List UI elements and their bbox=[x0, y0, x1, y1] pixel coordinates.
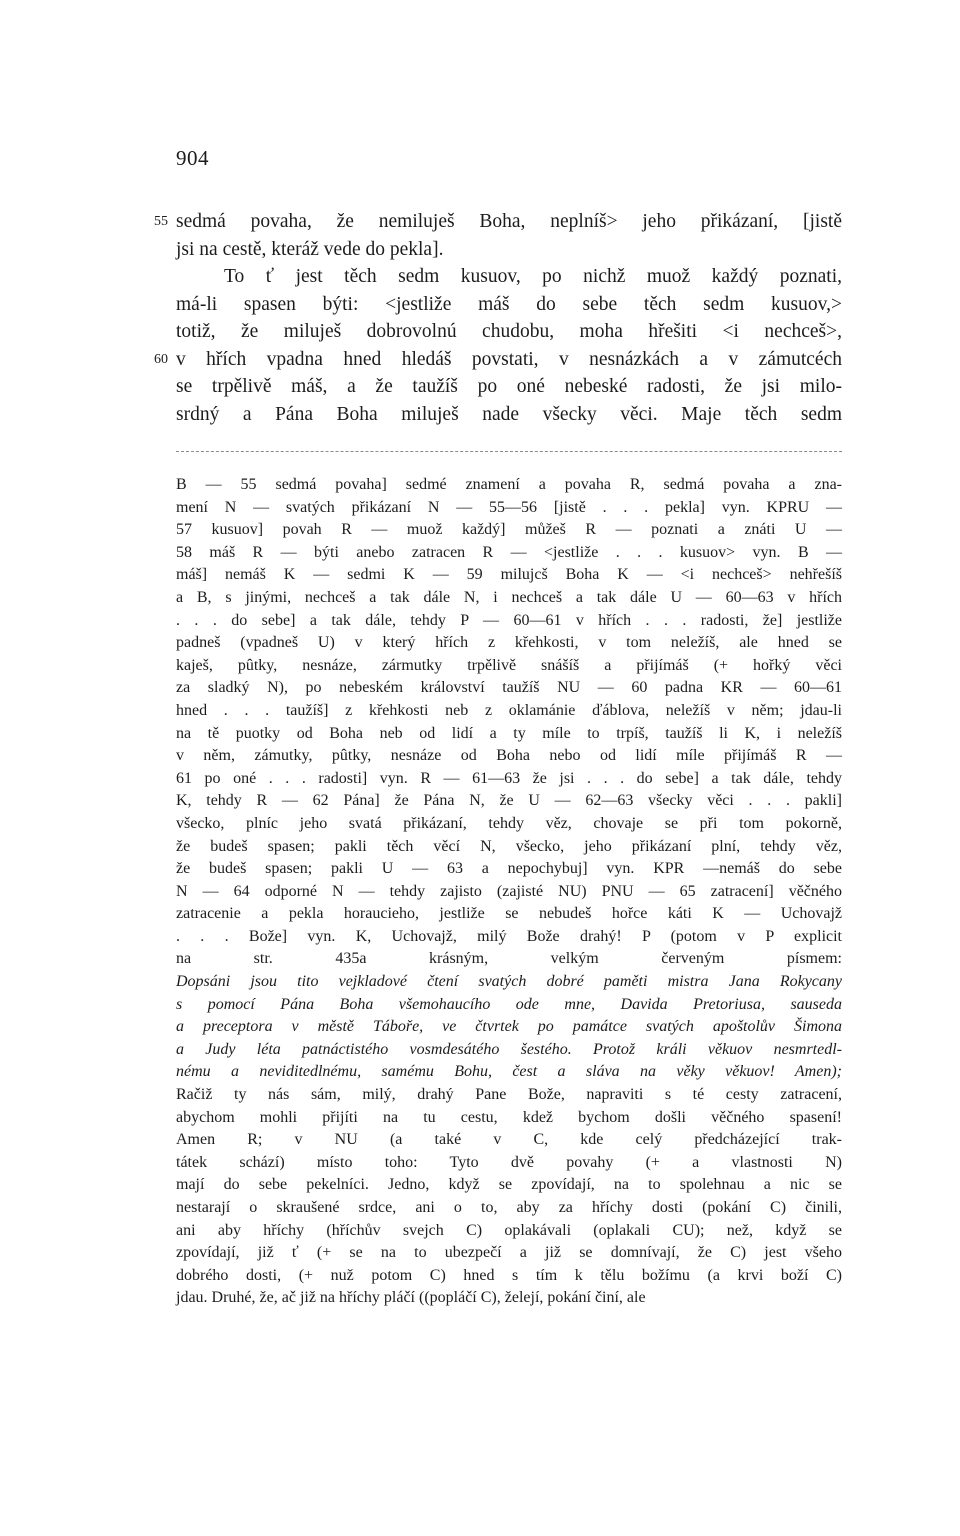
apparatus-line: K, tehdy R — 62 Pána] že Pána N, že U — 62—63 všecky věci . . . pakli] bbox=[176, 792, 842, 810]
main-text-line-content: To ť jest těch sedm kusuov, po nichž muož každý poznati, bbox=[224, 266, 842, 287]
apparatus-line: padneš (vpadneš U) v který hřích z křehkosti, v tom neležíš, ale hned se bbox=[176, 634, 842, 652]
main-text bbox=[154, 208, 842, 428]
main-text-line-content: totiž, že miluješ dobrovolnú chudobu, moha hřešiti <i nechceš>, bbox=[176, 321, 842, 342]
main-text-line bbox=[176, 291, 842, 319]
apparatus-line: mají do sebe pekelníci. Jedno, když se zpovídají, na to spolehnau a nic se bbox=[176, 1176, 842, 1194]
apparatus-line: kaješ, pûtky, nesnáze, zármutky trpělivě snášíš a přijímáš (+ hořký věci bbox=[176, 656, 842, 674]
main-text-line bbox=[176, 263, 842, 291]
main-text-line-content: jsi na cestě, kteráž vede do pekla]. bbox=[176, 238, 444, 260]
apparatus-line: dobrého dosti, (+ nuž potom C) hned s tím k tělu božímu (a krvi boží C) bbox=[176, 1266, 842, 1284]
page-number: 904 bbox=[176, 146, 209, 170]
apparatus-line-italic: nému a neviditedlnému, samému Bohu, čest a sláva na věky věkuov! Amen); bbox=[176, 1063, 842, 1081]
apparatus-line: Amen R; v NU (a také v C, kde celý předcházející trak- bbox=[176, 1131, 842, 1149]
apparatus-line: abychom mohli přijíti na tu cestu, kdež bychom došli věčného spasení! bbox=[176, 1108, 842, 1126]
apparatus-line: a B, s jinými, nechceš a tak dále N, i nechceš a tak dále U — 60—63 v hřích bbox=[176, 588, 842, 606]
apparatus-line: . . . do sebe] a tak dále, tehdy P — 60—61 v hřích . . . radosti, že] jestliže bbox=[176, 611, 842, 629]
apparatus-line: máš] nemáš K — sedmi K — 59 milujcš Boha K — <i nechceš> nehřešíš bbox=[176, 566, 842, 584]
apparatus-line: . . . Bože] vyn. K, Uchovajž, milý Bože drahý! P (potom v P explicit bbox=[176, 927, 842, 945]
main-text-line-content: sedmá povaha, že nemiluješ Boha, neplníš> jeho přikázaní, [jistě bbox=[176, 211, 842, 232]
apparatus-line: N — 64 odporné N — tehdy zajisto (zajisté NU) PNU — 65 zatracení] věčného bbox=[176, 882, 842, 900]
apparatus-line: mení N — svatých přikázaní N — 55—56 [jistě . . . pekla] vyn. KPRU — bbox=[176, 498, 842, 516]
main-text-line bbox=[176, 373, 842, 401]
apparatus-line: v něm, zámutky, pûtky, nesnáze od Boha nebo od lidí míle přijímáš R — bbox=[176, 747, 842, 765]
apparatus-line-italic: a preceptora v městě Táboře, ve čtvrtek po památce svatých apoštolův Šimona bbox=[176, 1018, 842, 1036]
apparatus-line: nestarají o skraušené srdce, ani o to, aby za hříchy dosti (pokání C) činili, bbox=[176, 1199, 842, 1216]
apparatus-line: jdau. Druhé, že, ač již na hříchy pláčí ((popláčí C), želejí, pokání činí, ale bbox=[176, 1289, 646, 1307]
apparatus-line-italic: Dopsáni jsou tito vejkladové čtení svatých dobré paměti mistra Jana Rokycany bbox=[176, 973, 842, 991]
main-text-line bbox=[176, 401, 842, 429]
apparatus-line: na tě puotky od Boha neb od lidí a ty míle to trpíš, taužíš li K, i neležíš bbox=[176, 724, 842, 742]
apparatus-line: 58 máš R — býti anebo zatracen R — <jestliže . . . kusuov> vyn. B — bbox=[176, 543, 842, 561]
line-number: 60 bbox=[154, 351, 168, 367]
apparatus-line: zatracenie a pekla horaucieho, jestliže se nebudeš hořce káti K — Uchovajž bbox=[176, 905, 842, 923]
apparatus-line: zpovídají, již ť (+ se na to ubezpečí a již se domnívají, že C) jest všeho bbox=[176, 1244, 842, 1262]
apparatus-line: hned . . . taužíš] z křehkosti neb z oklamánie ďáblova, neležíš v něm; jdau-li bbox=[176, 701, 842, 719]
main-text-line-content: srdný a Pána Boha miluješ nade všecky věci. Maje těch sedm bbox=[176, 403, 842, 425]
main-text-line-content: v hřích vpadna hned hledáš povstati, v nesnázkách a v zámutcéch bbox=[176, 348, 842, 370]
main-text-line-content: má-li spasen býti: <jestliže máš do sebe těch sedm kusuov,> bbox=[176, 293, 842, 315]
apparatus-line: na str. 435a krásným, velkým červeným písmem: bbox=[176, 950, 842, 968]
apparatus-line: 61 po oné . . . radosti] vyn. R — 61—63 že jsi . . . do sebe] a tak dále, tehdy bbox=[176, 769, 842, 787]
main-text-line bbox=[154, 208, 842, 236]
footnote-separator bbox=[176, 451, 842, 452]
main-text-line-content: se trpělivě máš, a že taužíš po oné nebeské radosti, že jsi milo- bbox=[176, 376, 842, 397]
main-text-line bbox=[176, 318, 842, 346]
main-text-line bbox=[176, 236, 842, 264]
main-text-line bbox=[154, 346, 842, 374]
critical-apparatus bbox=[176, 474, 842, 1310]
apparatus-line: B — 55 sedmá povaha] sedmé znamení a povaha R, sedmá povaha a zna- bbox=[176, 476, 842, 493]
apparatus-line: Račiž ty nás sám, milý, drahý Pane Bože, napraviti s té cesty zatracení, bbox=[176, 1086, 842, 1104]
apparatus-line: ani aby hříchy (hříchův svejch C) oplakávali (oplakali CU); než, když se bbox=[176, 1221, 842, 1239]
line-number: 55 bbox=[154, 214, 168, 229]
apparatus-line: 57 kusuov] povah R — muož každý] můžeš R — poznati a znáti U — bbox=[176, 521, 842, 539]
apparatus-line-italic: a Judy léta patnáctistého vosmdesátého šestého. Protož králi věkuov nesmrtedl- bbox=[176, 1040, 842, 1058]
apparatus-line: všecko, plníc jeho svatá přikázaní, tehdy věz, chovaje se při tom pokorně, bbox=[176, 814, 842, 832]
apparatus-line: že budeš spasen; pakli těch věcí N, všecko, jeho přikázaní plní, tehdy věz, bbox=[176, 837, 842, 855]
apparatus-line-italic: s pomocí Pána Boha všemohaucího ode mne, Davida Pretoriusa, sauseda bbox=[176, 995, 842, 1013]
apparatus-line: že budeš spasen; pakli U — 63 a nepochybuj] vyn. KPR —nemáš do sebe bbox=[176, 860, 842, 878]
apparatus-line: za sladký N), po nebeském království taužíš NU — 60 padna KR — 60—61 bbox=[176, 679, 842, 697]
apparatus-line: tátek schází) místo toho: Tyto dvě povahy (+ a vlastnosti N) bbox=[176, 1153, 842, 1171]
